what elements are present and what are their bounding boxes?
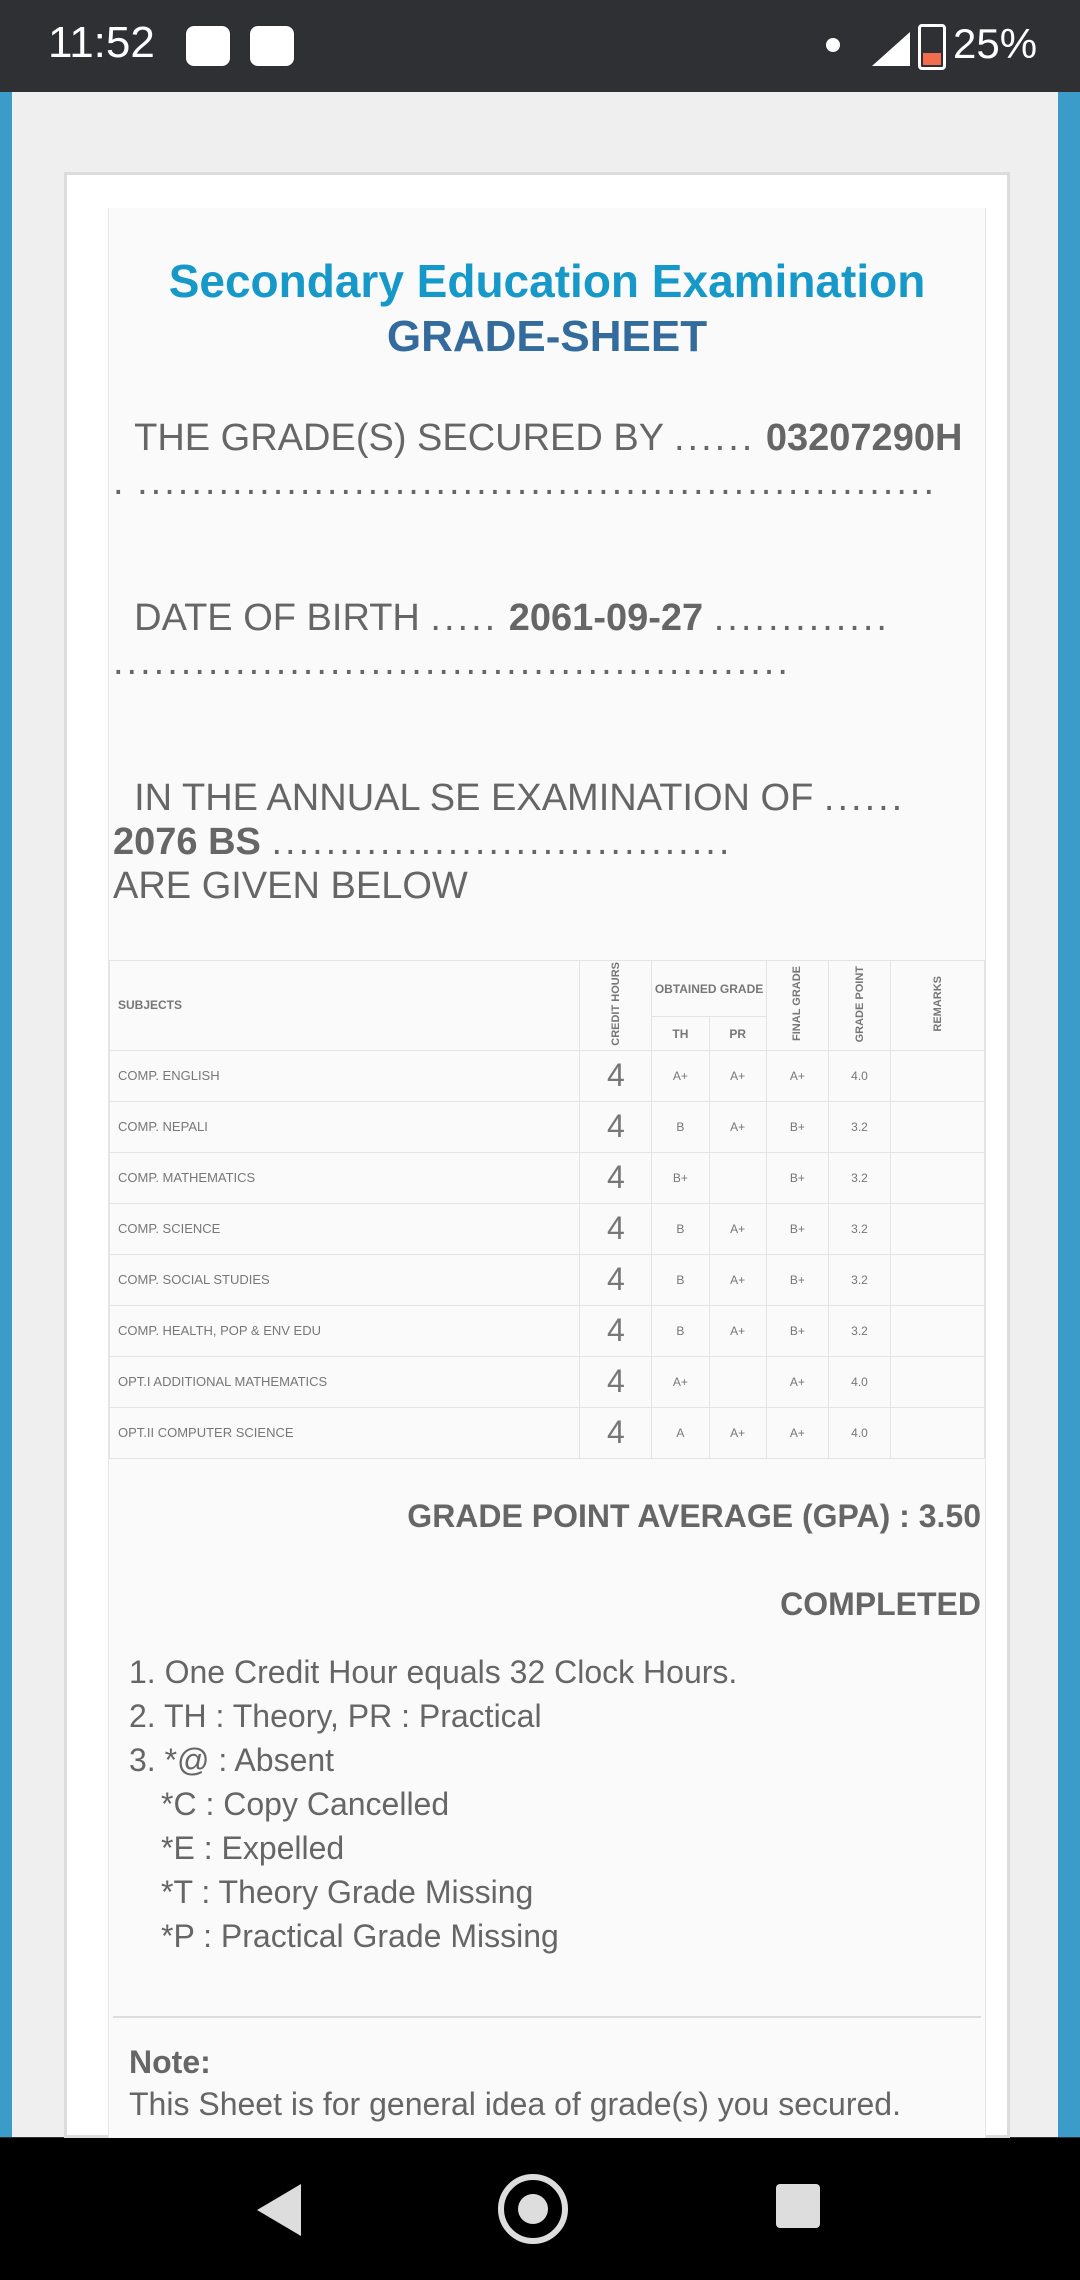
footnote-item: *E : Expelled — [161, 1830, 345, 1866]
table-row: COMP. SOCIAL STUDIES 4 B A+ B+ 3.2 — [110, 1254, 985, 1305]
result-status: COMPLETED — [780, 1586, 981, 1622]
battery-percent: 25% — [953, 20, 1038, 67]
table-row: OPT.II COMPUTER SCIENCE 4 A A+ A+ 4.0 — [110, 1407, 985, 1458]
exam-title: Secondary Education Examination — [168, 255, 926, 307]
divider — [113, 2016, 981, 2018]
note-title: Note: — [129, 2044, 211, 2080]
notification-dot-icon — [826, 38, 840, 52]
table-row: COMP. SCIENCE 4 B A+ B+ 3.2 — [110, 1203, 985, 1254]
vimeo-icon — [186, 26, 230, 66]
exam-year: 2076 BS — [113, 821, 261, 863]
symbol-number: 03207290H — [765, 417, 963, 459]
col-credit-hours: CREDIT HOURS — [580, 961, 652, 1051]
secured-by-line: THE GRADE(S) SECURED BY ...... 03207290H . ........................................................... — [113, 417, 963, 503]
col-final-grade: FINAL GRADE — [766, 961, 828, 1051]
battery-icon — [918, 24, 946, 70]
date-of-birth: 2061-09-27 — [508, 597, 704, 639]
col-pr: PR — [709, 1017, 766, 1050]
table-row: COMP. NEPALI 4 B A+ B+ 3.2 — [110, 1101, 985, 1152]
footnote-item: 1. One Credit Hour equals 32 Clock Hours. — [129, 1654, 738, 1690]
back-icon[interactable] — [257, 2184, 301, 2236]
table-row: COMP. HEALTH, POP & ENV EDU 4 B A+ B+ 3.2 — [110, 1305, 985, 1356]
dob-line: DATE OF BIRTH ..... 2061-09-27 ............. .................................................. — [113, 597, 890, 683]
col-subjects: SUBJECTS — [110, 961, 580, 1051]
col-grade-point: GRADE POINT — [828, 961, 890, 1051]
status-bar — [0, 0, 1080, 92]
col-th: TH — [652, 1017, 709, 1050]
table-row: OPT.I ADDITIONAL MATHEMATICS 4 A+ A+ 4.0 — [110, 1356, 985, 1407]
footnote-item: *P : Practical Grade Missing — [161, 1918, 559, 1954]
home-icon[interactable] — [498, 2174, 568, 2244]
table-row: COMP. ENGLISH 4 A+ A+ A+ 4.0 — [110, 1050, 985, 1101]
footnote-item: 3. *@ : Absent — [129, 1742, 335, 1778]
footnote-item: 2. TH : Theory, PR : Practical — [129, 1698, 542, 1734]
grade-sheet-panel — [108, 208, 986, 2138]
note-text: This Sheet is for general idea of grade(s) you secured. — [129, 2086, 901, 2122]
status-time: 11:52 — [48, 18, 155, 67]
sheet-title: GRADE-SHEET — [386, 312, 708, 361]
footnote-item: *C : Copy Cancelled — [161, 1786, 450, 1822]
gpa-summary: GRADE POINT AVERAGE (GPA) : 3.50 — [407, 1498, 981, 1534]
youtube-icon — [250, 26, 294, 66]
footnotes — [129, 1650, 737, 1958]
table-row: COMP. MATHEMATICS 4 B+ B+ 3.2 — [110, 1152, 985, 1203]
exam-line: IN THE ANNUAL SE EXAMINATION OF ...... 2076 BS .................................. ARE GIVEN BELOW — [113, 777, 906, 907]
col-remarks: REMARKS — [891, 961, 985, 1051]
signal-icon — [870, 30, 912, 68]
navigation-bar — [0, 2138, 1080, 2280]
grades-table — [109, 960, 985, 1459]
col-obtained-grade: OBTAINED GRADE — [652, 961, 767, 1017]
recent-apps-icon[interactable] — [776, 2184, 820, 2228]
footnote-item: *T : Theory Grade Missing — [161, 1874, 534, 1910]
